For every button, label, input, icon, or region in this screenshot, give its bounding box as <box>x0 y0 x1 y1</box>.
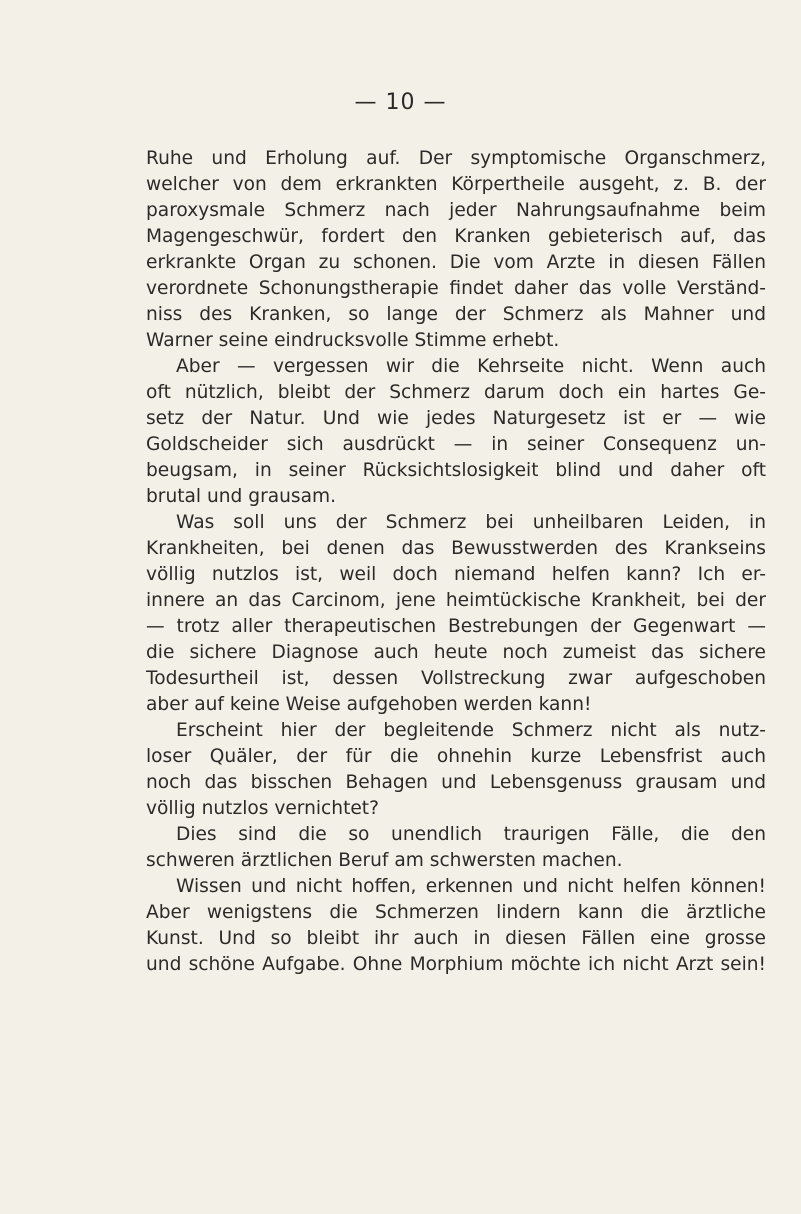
text-line: Ruhe und Erholung auf. Der symptomische Organschmerz, <box>146 148 766 169</box>
paragraph <box>146 718 766 822</box>
page-number: — 10 — <box>354 90 447 115</box>
text-line: — trotz aller therapeutischen Bestrebungen der Gegenwart — <box>146 616 766 637</box>
paragraph <box>146 354 766 510</box>
text-line: Kunst. Und so bleibt ihr auch in diesen Fällen eine grosse <box>146 928 766 949</box>
text-line: völlig nutzlos ist, weil doch niemand helfen kann? Ich er- <box>146 564 766 585</box>
text-line: Dies sind die so unendlich traurigen Fälle, die den <box>176 824 766 845</box>
paragraph <box>146 822 766 874</box>
text-line: erkrankte Organ zu schonen. Die vom Arzte in diesen Fällen <box>146 252 766 273</box>
text-line: niss des Kranken, so lange der Schmerz als Mahner und <box>146 304 766 325</box>
paragraph <box>146 146 766 354</box>
text-line: brutal und grausam. <box>146 486 337 507</box>
text-line: Goldscheider sich ausdrückt — in seiner Consequenz un- <box>146 434 766 455</box>
text-line: Erscheint hier der begleitende Schmerz nicht als nutz- <box>176 720 766 741</box>
text-line: verordnete Schonungstherapie findet daher das volle Verständ- <box>146 278 766 299</box>
text-line: die sichere Diagnose auch heute noch zumeist das sichere <box>146 642 766 663</box>
text-line: Was soll uns der Schmerz bei unheilbaren Leiden, in <box>176 512 766 533</box>
text-line: Warner seine eindrucksvolle Stimme erhebt. <box>146 330 560 351</box>
paragraph <box>146 874 766 978</box>
text-line: welcher von dem erkrankten Körpertheile ausgeht, z. B. der <box>146 174 766 195</box>
body-text <box>146 146 766 978</box>
text-line: Magengeschwür, fordert den Kranken gebieterisch auf, das <box>146 226 766 247</box>
text-line: paroxysmale Schmerz nach jeder Nahrungsaufnahme beim <box>146 200 766 221</box>
text-line: Todesurtheil ist, dessen Vollstreckung zwar aufgeschoben <box>146 668 766 689</box>
text-line: Krankheiten, bei denen das Bewusstwerden des Krankseins <box>146 538 766 559</box>
text-line: Aber — vergessen wir die Kehrseite nicht. Wenn auch <box>176 356 766 377</box>
text-line: völlig nutzlos vernichtet? <box>146 798 379 819</box>
text-line: aber auf keine Weise aufgehoben werden kann! <box>146 694 592 715</box>
text-line: beugsam, in seiner Rücksichtslosigkeit blind und daher oft <box>146 460 766 481</box>
text-line: setz der Natur. Und wie jedes Naturgesetz ist er — wie <box>146 408 766 429</box>
text-line: noch das bisschen Behagen und Lebensgenuss grausam und <box>146 772 766 793</box>
text-line: schweren ärztlichen Beruf am schwersten machen. <box>146 850 623 871</box>
paragraph <box>146 510 766 718</box>
text-line: Wissen und nicht hoffen, erkennen und nicht helfen können! <box>176 876 766 897</box>
text-line: Aber wenigstens die Schmerzen lindern kann die ärztliche <box>146 902 766 923</box>
text-line: oft nützlich, bleibt der Schmerz darum doch ein hartes Ge- <box>146 382 766 403</box>
text-line: innere an das Carcinom, jene heimtückische Krankheit, bei der <box>146 590 766 611</box>
text-line: loser Quäler, der für die ohnehin kurze Lebensfrist auch <box>146 746 766 767</box>
text-line: und schöne Aufgabe. Ohne Morphium möchte ich nicht Arzt sein! <box>146 954 766 975</box>
